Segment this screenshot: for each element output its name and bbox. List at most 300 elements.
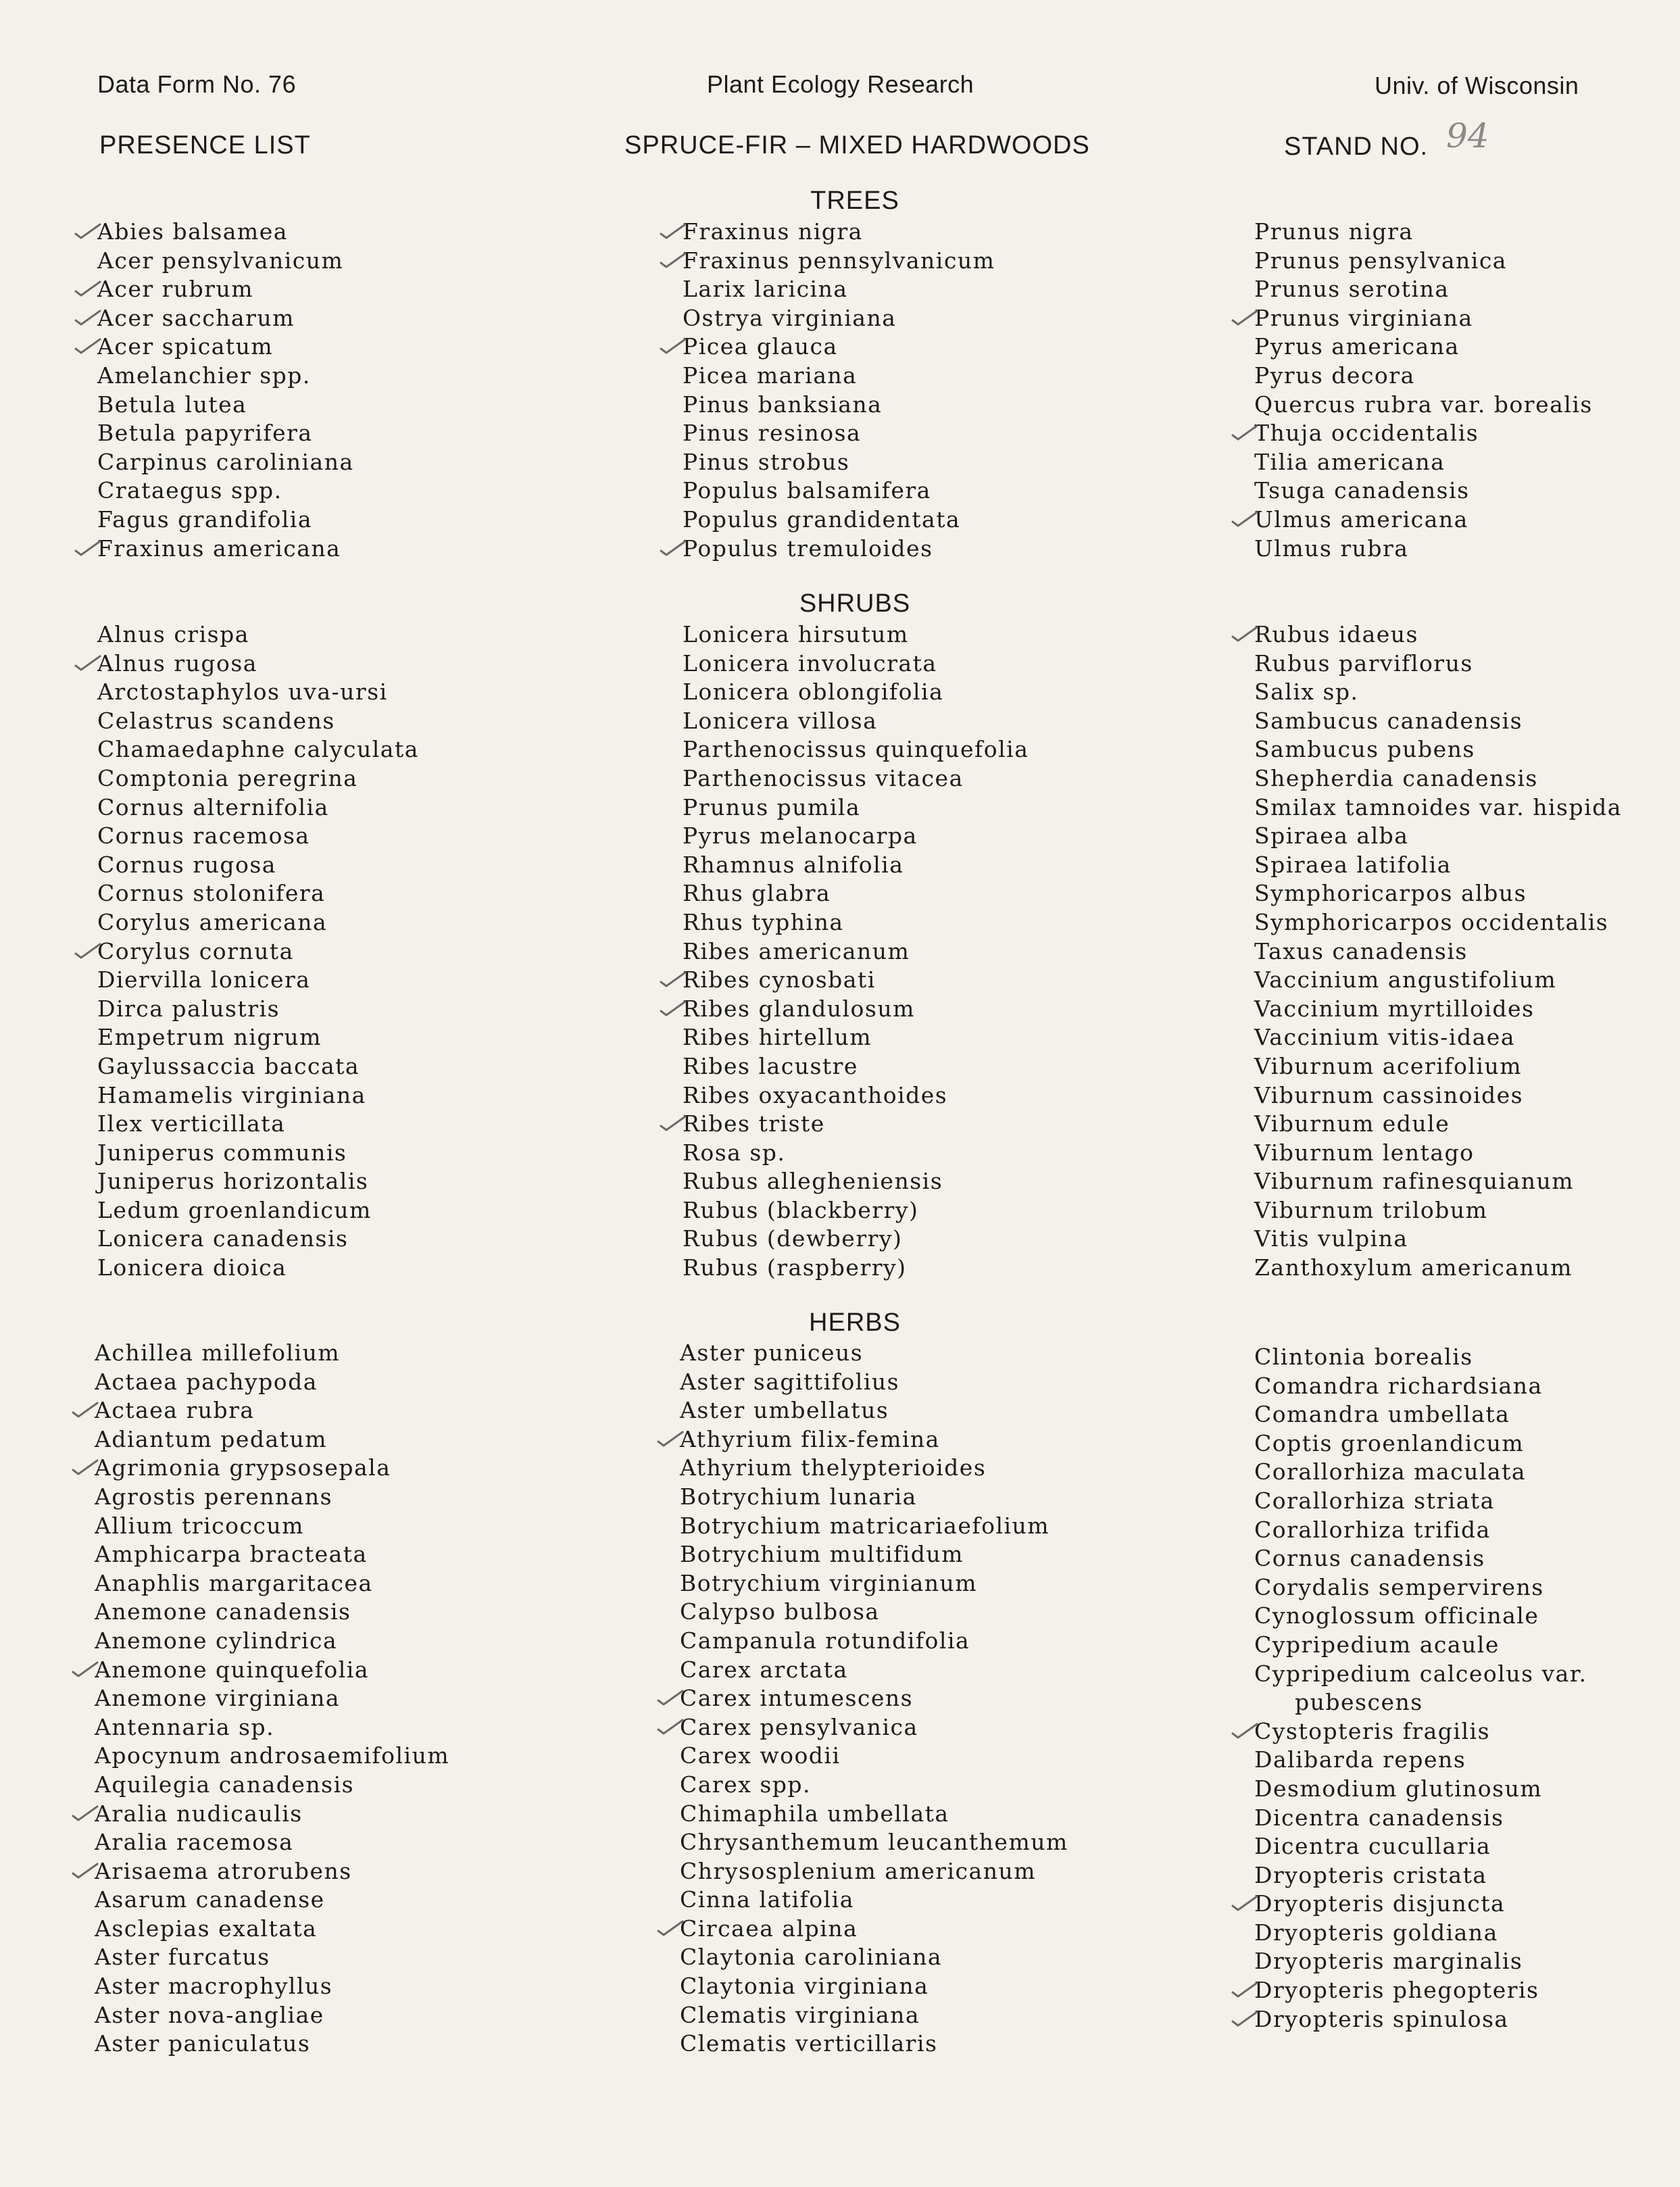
species-name: Viburnum cassinoides	[1254, 1081, 1524, 1108]
checkmark-icon	[660, 539, 687, 556]
species-name: Fagus grandifolia	[97, 506, 313, 533]
species-name: Spiraea latifolia	[1254, 851, 1452, 878]
species-name: Parthenocissus quinquefolia	[683, 736, 1029, 763]
species-item	[95, 1569, 449, 1598]
species-item	[1254, 1516, 1587, 1545]
species-item	[97, 506, 354, 535]
species-item	[1254, 1919, 1587, 1948]
species-item	[97, 1052, 419, 1081]
species-name: Dryopteris marginalis	[1254, 1948, 1523, 1975]
species-name: Viburnum rafinesquianum	[1254, 1168, 1575, 1195]
species-name: Vaccinium myrtilloides	[1254, 995, 1535, 1022]
species-name: Chrysosplenium americanum	[680, 1857, 1036, 1884]
species-name: Salix sp.	[1254, 679, 1359, 706]
species-name: Cinna latifolia	[680, 1886, 854, 1913]
species-item	[1254, 1196, 1622, 1225]
species-item	[683, 275, 995, 304]
species-item	[683, 1081, 1029, 1110]
species-name: Lonicera oblongifolia	[683, 679, 944, 706]
species-name: Abies balsamea	[97, 218, 288, 245]
species-item	[680, 1569, 1068, 1598]
species-name: Clematis verticillaris	[680, 2030, 938, 2057]
species-item	[95, 1425, 449, 1454]
species-name: Symphoricarpos albus	[1254, 880, 1527, 907]
species-name: Carex pensylvanica	[680, 1713, 918, 1740]
species-item	[97, 247, 354, 276]
checkmark-icon	[657, 1429, 684, 1447]
species-item	[1254, 1861, 1587, 1890]
species-item	[683, 419, 995, 448]
species-name: Prunus serotina	[1254, 276, 1450, 303]
species-name: Fraxinus nigra	[683, 218, 863, 245]
species-name: Lonicera villosa	[683, 707, 878, 734]
species-item	[683, 1196, 1029, 1225]
checkmark-icon	[74, 337, 101, 354]
species-name: Ledum groenlandicum	[97, 1196, 372, 1223]
species-item	[97, 620, 419, 649]
species-item	[1254, 448, 1593, 477]
species-name: Coptis groenlandicum	[1254, 1429, 1525, 1456]
species-name: Ribes hirtellum	[683, 1024, 872, 1051]
species-item	[1254, 476, 1593, 506]
species-item	[97, 391, 354, 420]
species-item	[1254, 1458, 1587, 1487]
species-item	[1254, 1890, 1587, 1919]
species-name: Spiraea alba	[1254, 822, 1409, 850]
species-name: Corallorhiza striata	[1254, 1487, 1495, 1514]
species-name: Corydalis sempervirens	[1254, 1573, 1544, 1600]
species-name: Populus balsamifera	[683, 477, 931, 504]
species-name: Anemone quinquefolia	[95, 1656, 370, 1683]
species-name: Ulmus rubra	[1254, 535, 1409, 562]
checkmark-icon	[1231, 2009, 1258, 2027]
species-name: Dicentra cucullaria	[1254, 1833, 1491, 1860]
species-name: Carex intumescens	[680, 1685, 914, 1712]
trees-column-2	[683, 218, 995, 563]
species-item	[683, 678, 1029, 707]
species-item	[1254, 1343, 1587, 1372]
species-item	[683, 879, 1029, 908]
species-name: Rhamnus alnifolia	[683, 851, 904, 878]
species-item	[1254, 707, 1622, 736]
species-item	[1254, 247, 1593, 276]
species-item	[95, 1339, 449, 1368]
species-name: Amphicarpa bracteata	[95, 1541, 368, 1568]
species-name: Pyrus americana	[1254, 333, 1460, 360]
species-item	[97, 1167, 419, 1196]
species-name: Juniperus horizontalis	[97, 1168, 369, 1195]
species-item	[97, 822, 419, 851]
species-name: Corallorhiza maculata	[1254, 1458, 1527, 1485]
species-item	[683, 1110, 1029, 1139]
herbs-column-2	[680, 1339, 1068, 2059]
species-item	[1254, 1254, 1622, 1283]
species-item	[680, 1396, 1068, 1425]
species-item	[95, 1742, 449, 1771]
species-item	[1254, 1110, 1622, 1139]
species-item	[683, 1167, 1029, 1196]
species-name: Comandra richardsiana	[1254, 1372, 1543, 1399]
species-item	[1254, 1023, 1622, 1052]
species-item	[97, 1023, 419, 1052]
species-item	[97, 1081, 419, 1110]
species-name: Corylus americana	[97, 908, 328, 935]
species-item	[1254, 1052, 1622, 1081]
species-name: Ostrya virginiana	[683, 304, 897, 331]
species-name: Aster furcatus	[95, 1944, 270, 1971]
species-item	[1254, 419, 1593, 448]
species-item	[1254, 1429, 1587, 1458]
species-name: Acer spicatum	[97, 333, 274, 360]
checkmark-icon	[1231, 1721, 1258, 1739]
species-name: Populus tremuloides	[683, 535, 933, 562]
species-item	[95, 1627, 449, 1656]
species-name: Rosa sp.	[683, 1139, 786, 1166]
species-item	[680, 1598, 1068, 1627]
species-name: Comandra umbellata	[1254, 1401, 1510, 1428]
species-name: Carex woodii	[680, 1742, 841, 1769]
species-name: Athyrium thelypterioides	[680, 1454, 987, 1481]
species-item	[97, 1225, 419, 1254]
species-item	[1254, 908, 1622, 937]
species-item	[1254, 937, 1622, 966]
species-name: Dryopteris phegopteris	[1254, 1977, 1539, 2004]
species-item	[97, 707, 419, 736]
checkmark-icon	[657, 1717, 684, 1735]
species-name: Anemone cylindrica	[95, 1627, 338, 1654]
species-name: Clematis virginiana	[680, 2001, 920, 2028]
shrubs-column-3	[1254, 620, 1622, 1283]
species-item	[97, 937, 419, 966]
species-name: Parthenocissus vitacea	[683, 764, 964, 791]
species-item	[95, 1684, 449, 1713]
species-item	[97, 218, 354, 247]
species-name: Gaylussaccia baccata	[97, 1052, 360, 1079]
checkmark-icon	[1231, 1894, 1258, 1911]
species-item	[1254, 1631, 1587, 1660]
species-item	[680, 1656, 1068, 1685]
species-item	[1254, 362, 1593, 391]
species-name: Ribes oxyacanthoides	[683, 1081, 948, 1108]
species-name: Botrychium matricariaefolium	[680, 1512, 1050, 1539]
species-name: Quercus rubra var. borealis	[1254, 391, 1593, 418]
species-item	[97, 879, 419, 908]
species-name: Taxus canadensis	[1254, 937, 1468, 964]
species-item	[683, 1052, 1029, 1081]
species-name: Cornus stolonifera	[97, 880, 326, 907]
species-item	[683, 391, 995, 420]
species-item	[683, 333, 995, 362]
species-name: Calypso bulbosa	[680, 1598, 880, 1625]
species-item	[683, 506, 995, 535]
checkmark-icon	[1231, 510, 1258, 527]
species-item	[1254, 275, 1593, 304]
species-name: Picea mariana	[683, 362, 858, 389]
species-item	[683, 304, 995, 333]
form-number: Data Form No. 76	[97, 70, 297, 98]
species-name: Betula papyrifera	[97, 420, 313, 447]
species-name: Rubus idaeus	[1254, 621, 1418, 647]
species-name: Arisaema atrorubens	[95, 1857, 352, 1884]
species-item	[95, 1886, 449, 1915]
checkmark-icon	[660, 337, 687, 354]
species-name: Symphoricarpos occidentalis	[1254, 908, 1609, 935]
species-name: Alnus crispa	[97, 621, 249, 647]
species-item	[95, 2001, 449, 2030]
species-item	[97, 649, 419, 679]
species-item	[680, 1627, 1068, 1656]
species-name: Aster umbellatus	[680, 1397, 889, 1424]
species-item	[97, 966, 419, 995]
checkmark-icon	[74, 308, 101, 326]
species-name: Chrysanthemum leucanthemum	[680, 1829, 1068, 1856]
checkmark-icon	[72, 1804, 99, 1821]
species-name: Aralia racemosa	[95, 1829, 294, 1856]
species-name: Aster nova-angliae	[95, 2001, 324, 2028]
species-name: Juniperus communis	[97, 1139, 347, 1166]
species-item	[683, 908, 1029, 937]
species-item	[1254, 1746, 1587, 1775]
species-item	[683, 995, 1029, 1024]
checkmark-icon	[74, 279, 101, 297]
species-name: Actaea pachypoda	[95, 1368, 318, 1395]
species-item	[95, 1857, 449, 1886]
species-name: Pyrus melanocarpa	[683, 822, 918, 850]
species-name: Lonicera hirsutum	[683, 621, 909, 647]
section-title-shrubs: SHRUBS	[799, 589, 911, 618]
checkmark-icon	[1231, 1980, 1258, 1998]
university: Univ. of Wisconsin	[1375, 72, 1579, 99]
checkmark-icon	[657, 1919, 684, 1936]
species-name: Anemone virginiana	[95, 1685, 341, 1712]
species-name: Sambucus canadensis	[1254, 707, 1523, 734]
trees-column-1	[97, 218, 354, 563]
species-name: Prunus pumila	[683, 793, 861, 820]
species-name: Viburnum acerifolium	[1254, 1052, 1522, 1079]
species-item	[683, 822, 1029, 851]
trees-column-3	[1254, 218, 1593, 563]
species-item	[683, 218, 995, 247]
species-item	[683, 448, 995, 477]
species-name: Anaphlis margaritacea	[95, 1569, 373, 1596]
species-item	[683, 1139, 1029, 1168]
species-name: Arctostaphylos uva-ursi	[97, 679, 388, 706]
species-name: Betula lutea	[97, 391, 247, 418]
species-item	[97, 908, 419, 937]
species-item	[95, 1396, 449, 1425]
species-item	[1254, 1832, 1587, 1861]
species-name: Ulmus americana	[1254, 506, 1468, 533]
checkmark-icon	[1231, 624, 1258, 642]
species-name: Botrychium multifidum	[680, 1541, 964, 1568]
species-name: Ribes americanum	[683, 937, 910, 964]
species-name: Empetrum nigrum	[97, 1024, 322, 1051]
checkmark-icon	[660, 999, 687, 1016]
species-item	[1254, 1487, 1587, 1516]
species-item	[1254, 678, 1622, 707]
species-item	[1254, 333, 1593, 362]
species-item	[95, 1771, 449, 1800]
species-item	[1254, 1081, 1622, 1110]
species-item	[680, 1857, 1068, 1886]
species-name: Dryopteris goldiana	[1254, 1919, 1498, 1946]
species-name: Smilax tamnoides var. hispida	[1254, 793, 1622, 820]
species-item	[1254, 1573, 1587, 1602]
species-item	[97, 448, 354, 477]
stand-number: 94	[1446, 116, 1489, 155]
species-name: Cystopteris fragilis	[1254, 1717, 1491, 1744]
species-item	[97, 535, 354, 564]
species-item	[680, 1713, 1068, 1742]
species-name: Corylus cornuta	[97, 937, 294, 964]
species-item	[680, 1512, 1068, 1541]
species-item	[680, 1339, 1068, 1368]
species-name: Apocynum androsaemifolium	[95, 1742, 450, 1769]
species-name: Circaea alpina	[680, 1915, 858, 1942]
species-name: Botrychium virginianum	[680, 1569, 978, 1596]
species-item	[95, 1915, 449, 1944]
species-name: Pinus banksiana	[683, 391, 883, 418]
organization: Plant Ecology Research	[707, 70, 974, 98]
species-name: Aster puniceus	[680, 1340, 864, 1366]
checkmark-icon	[657, 1688, 684, 1706]
species-name: Viburnum edule	[1254, 1110, 1450, 1137]
species-name: Ribes triste	[683, 1110, 825, 1137]
species-item	[683, 535, 995, 564]
species-item	[680, 1454, 1068, 1483]
species-item	[1254, 1976, 1587, 2005]
species-item	[95, 1540, 449, 1569]
species-item	[1254, 1775, 1587, 1804]
species-name: Cornus canadensis	[1254, 1545, 1485, 1572]
shrubs-column-2	[683, 620, 1029, 1283]
species-item	[1254, 1225, 1622, 1254]
species-item	[1254, 620, 1622, 649]
species-name: Dryopteris spinulosa	[1254, 2005, 1509, 2032]
species-name: Pinus resinosa	[683, 420, 862, 447]
species-name: Allium tricoccum	[95, 1512, 304, 1539]
species-name: Clintonia borealis	[1254, 1344, 1473, 1370]
species-name: Picea glauca	[683, 333, 838, 360]
species-name: Prunus virginiana	[1254, 304, 1473, 331]
species-name: Prunus nigra	[1254, 218, 1414, 245]
checkmark-icon	[74, 222, 101, 239]
species-item	[680, 1915, 1068, 1944]
community-title: SPRUCE-FIR – MIXED HARDWOODS	[624, 131, 1090, 159]
species-item	[683, 1254, 1029, 1283]
species-item	[1254, 1167, 1622, 1196]
shrubs-column-1	[97, 620, 419, 1283]
species-item	[680, 1943, 1068, 1972]
species-item	[683, 707, 1029, 736]
species-item	[97, 678, 419, 707]
checkmark-icon	[660, 222, 687, 239]
species-name: Aster sagittifolius	[680, 1368, 900, 1395]
species-item	[1254, 649, 1622, 679]
species-item	[95, 1972, 449, 2001]
species-item	[683, 620, 1029, 649]
species-item	[95, 1598, 449, 1627]
species-name: Acer pensylvanicum	[97, 247, 344, 274]
species-name: Rubus parviflorus	[1254, 649, 1473, 677]
species-item	[97, 793, 419, 822]
species-name: Celastrus scandens	[97, 707, 335, 734]
species-item	[97, 362, 354, 391]
species-name: Carex spp.	[680, 1771, 812, 1798]
species-name: Chimaphila umbellata	[680, 1800, 949, 1827]
species-name: Rubus (raspberry)	[683, 1254, 907, 1281]
species-item	[97, 419, 354, 448]
species-item	[97, 304, 354, 333]
species-item	[683, 764, 1029, 793]
species-item	[95, 1656, 449, 1685]
species-item	[1254, 1602, 1587, 1631]
species-name: Cornus racemosa	[97, 822, 310, 850]
species-name: Rubus (dewberry)	[683, 1225, 903, 1252]
species-item	[95, 1828, 449, 1857]
species-item	[1254, 793, 1622, 822]
species-name: Comptonia peregrina	[97, 764, 358, 791]
checkmark-icon	[660, 1114, 687, 1131]
species-item	[1254, 506, 1593, 535]
species-name: Ribes cynosbati	[683, 966, 876, 993]
species-item	[680, 2030, 1068, 2059]
species-item	[95, 2030, 449, 2059]
species-name: Dicentra canadensis	[1254, 1804, 1504, 1831]
species-name: Shepherdia canadensis	[1254, 764, 1538, 791]
species-name: Agrimonia grypsosepala	[95, 1454, 391, 1481]
species-name: Hamamelis virginiana	[97, 1081, 366, 1108]
species-name: Fraxinus pennsylvanicum	[683, 247, 995, 274]
species-name: Claytonia caroliniana	[680, 1944, 943, 1971]
species-item	[680, 1800, 1068, 1829]
checkmark-icon	[74, 941, 101, 959]
checkmark-icon	[74, 654, 101, 671]
species-item	[683, 793, 1029, 822]
species-item	[683, 1023, 1029, 1052]
species-name: Larix laricina	[683, 276, 848, 303]
species-name: Acer rubrum	[97, 276, 254, 303]
species-item	[1254, 966, 1622, 995]
species-item	[1254, 1139, 1622, 1168]
species-name: Actaea rubra	[95, 1397, 255, 1424]
list-type: PRESENCE LIST	[99, 131, 311, 159]
species-item	[1254, 822, 1622, 851]
species-name: Pyrus decora	[1254, 362, 1415, 389]
species-name: Dryopteris disjuncta	[1254, 1890, 1506, 1917]
species-item	[97, 476, 354, 506]
species-name: Campanula rotundifolia	[680, 1627, 970, 1654]
species-name: Carpinus caroliniana	[97, 448, 354, 475]
checkmark-icon	[660, 970, 687, 987]
species-item	[680, 1483, 1068, 1512]
species-item	[97, 764, 419, 793]
species-name: Aralia nudicaulis	[95, 1800, 303, 1827]
checkmark-icon	[72, 1400, 99, 1418]
species-item	[680, 1540, 1068, 1569]
species-name: Fraxinus americana	[97, 535, 341, 562]
species-item	[680, 1742, 1068, 1771]
species-name: Rubus allegheniensis	[683, 1168, 943, 1195]
species-name: Aster paniculatus	[95, 2030, 311, 2057]
species-item	[1254, 1804, 1587, 1833]
species-item	[1254, 218, 1593, 247]
species-item	[97, 1110, 419, 1139]
species-item	[680, 2001, 1068, 2030]
species-name: Viburnum lentago	[1254, 1139, 1475, 1166]
species-name: Cypripedium acaule	[1254, 1631, 1500, 1658]
species-name: Pinus strobus	[683, 448, 850, 475]
